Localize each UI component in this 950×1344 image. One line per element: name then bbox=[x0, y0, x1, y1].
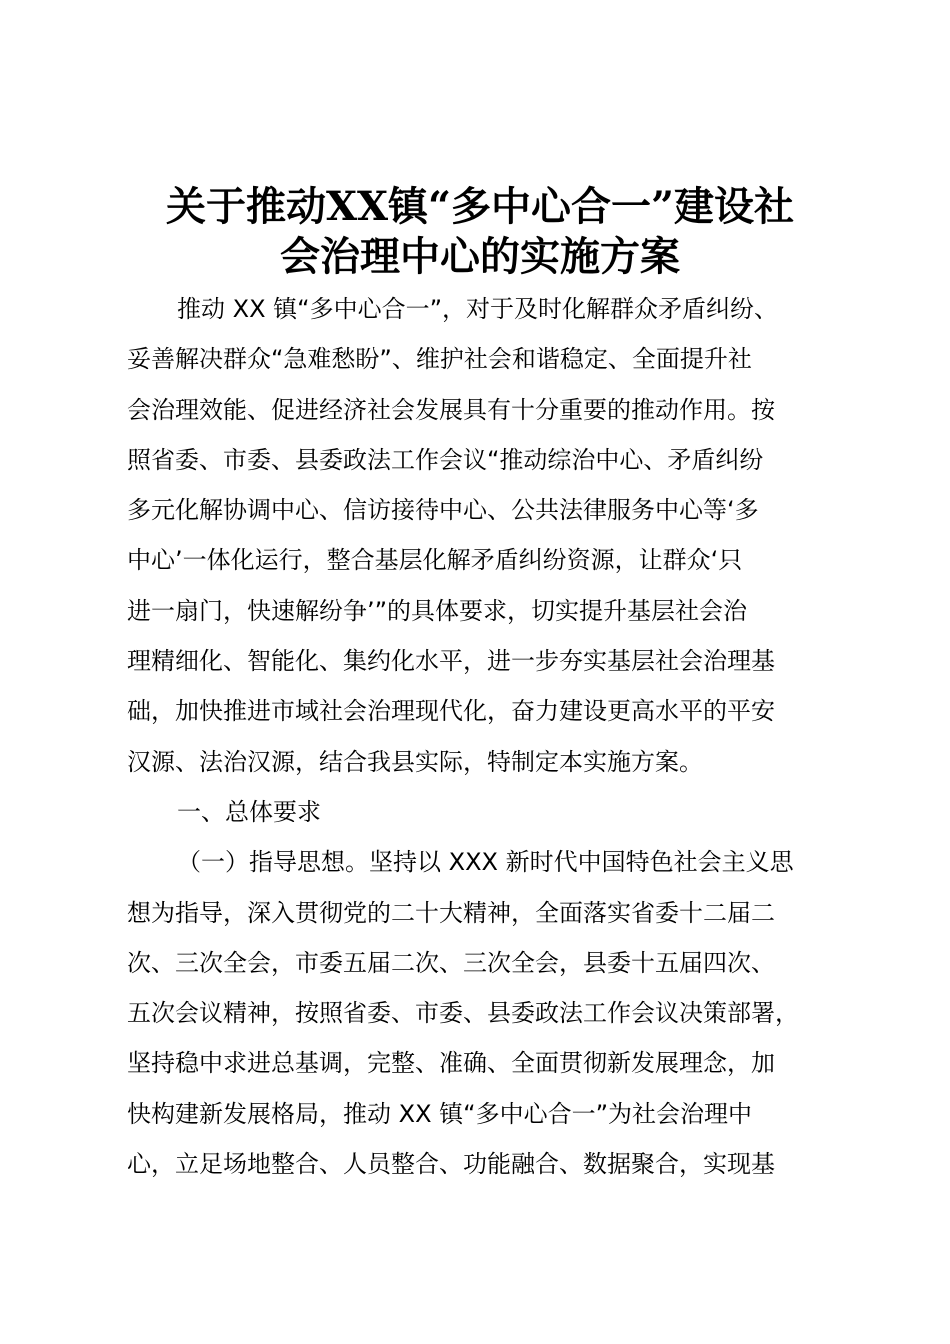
paragraph-line: 多元化解协调中心、信访接待中心、公共法律服务中心等‘多 bbox=[127, 496, 759, 525]
paragraph-line: 妥善解决群众“急难愁盼”、维护社会和谐稳定、全面提升社 bbox=[127, 345, 752, 374]
paragraph-line: 快构建新发展格局，推动 XX 镇“多中心合一”为社会治理中 bbox=[127, 1099, 753, 1128]
paragraph-line: 照省委、市委、县委政法工作会议“推动综治中心、矛盾纠纷 bbox=[127, 445, 764, 474]
title-line: 会治理中心的实施方案 bbox=[280, 233, 680, 280]
paragraph-line: 坚持稳中求进总基调，完整、准确、全面贯彻新发展理念，加 bbox=[127, 1049, 775, 1078]
paragraph-line: 础，加快推进市域社会治理现代化，奋力建设更高水平的平安 bbox=[127, 697, 775, 726]
document-title bbox=[100, 182, 860, 282]
paragraph-line: 汉源、法治汉源，结合我县实际，特制定本实施方案。 bbox=[127, 747, 703, 776]
paragraph-line: 进一扇门，快速解纷争’”的具体要求，切实提升基层社会治 bbox=[127, 596, 748, 625]
paragraph-line: 心，立足场地整合、人员整合、功能融合、数据聚合，实现基 bbox=[127, 1150, 775, 1179]
paragraph-line: （一）指导思想。坚持以 XXX 新时代中国特色社会主义思 bbox=[177, 848, 794, 877]
paragraph-line: 会治理效能、促进经济社会发展具有十分重要的推动作用。按 bbox=[127, 395, 775, 424]
paragraph-line: 理精细化、智能化、集约化水平，进一步夯实基层社会治理基 bbox=[127, 647, 775, 676]
section-heading: 一、总体要求 bbox=[177, 797, 321, 826]
paragraph-line: 次、三次全会，市委五届二次、三次全会，县委十五届四次、 bbox=[127, 948, 775, 977]
paragraph-line: 推动 XX 镇“多中心合一”，对于及时化解群众矛盾纠纷、 bbox=[177, 295, 779, 323]
paragraph-line: 五次会议精神，按照省委、市委、县委政法工作会议决策部署， bbox=[127, 999, 799, 1028]
title-line: 关于推动XX镇“多中心合一”建设社 bbox=[165, 183, 795, 230]
document-body bbox=[127, 284, 857, 1189]
paragraph-line: 想为指导，深入贯彻党的二十大精神，全面落实省委十二届二 bbox=[127, 898, 775, 927]
paragraph-line: 中心’一体化运行，整合基层化解矛盾纠纷资源，让群众‘只 bbox=[127, 546, 743, 575]
